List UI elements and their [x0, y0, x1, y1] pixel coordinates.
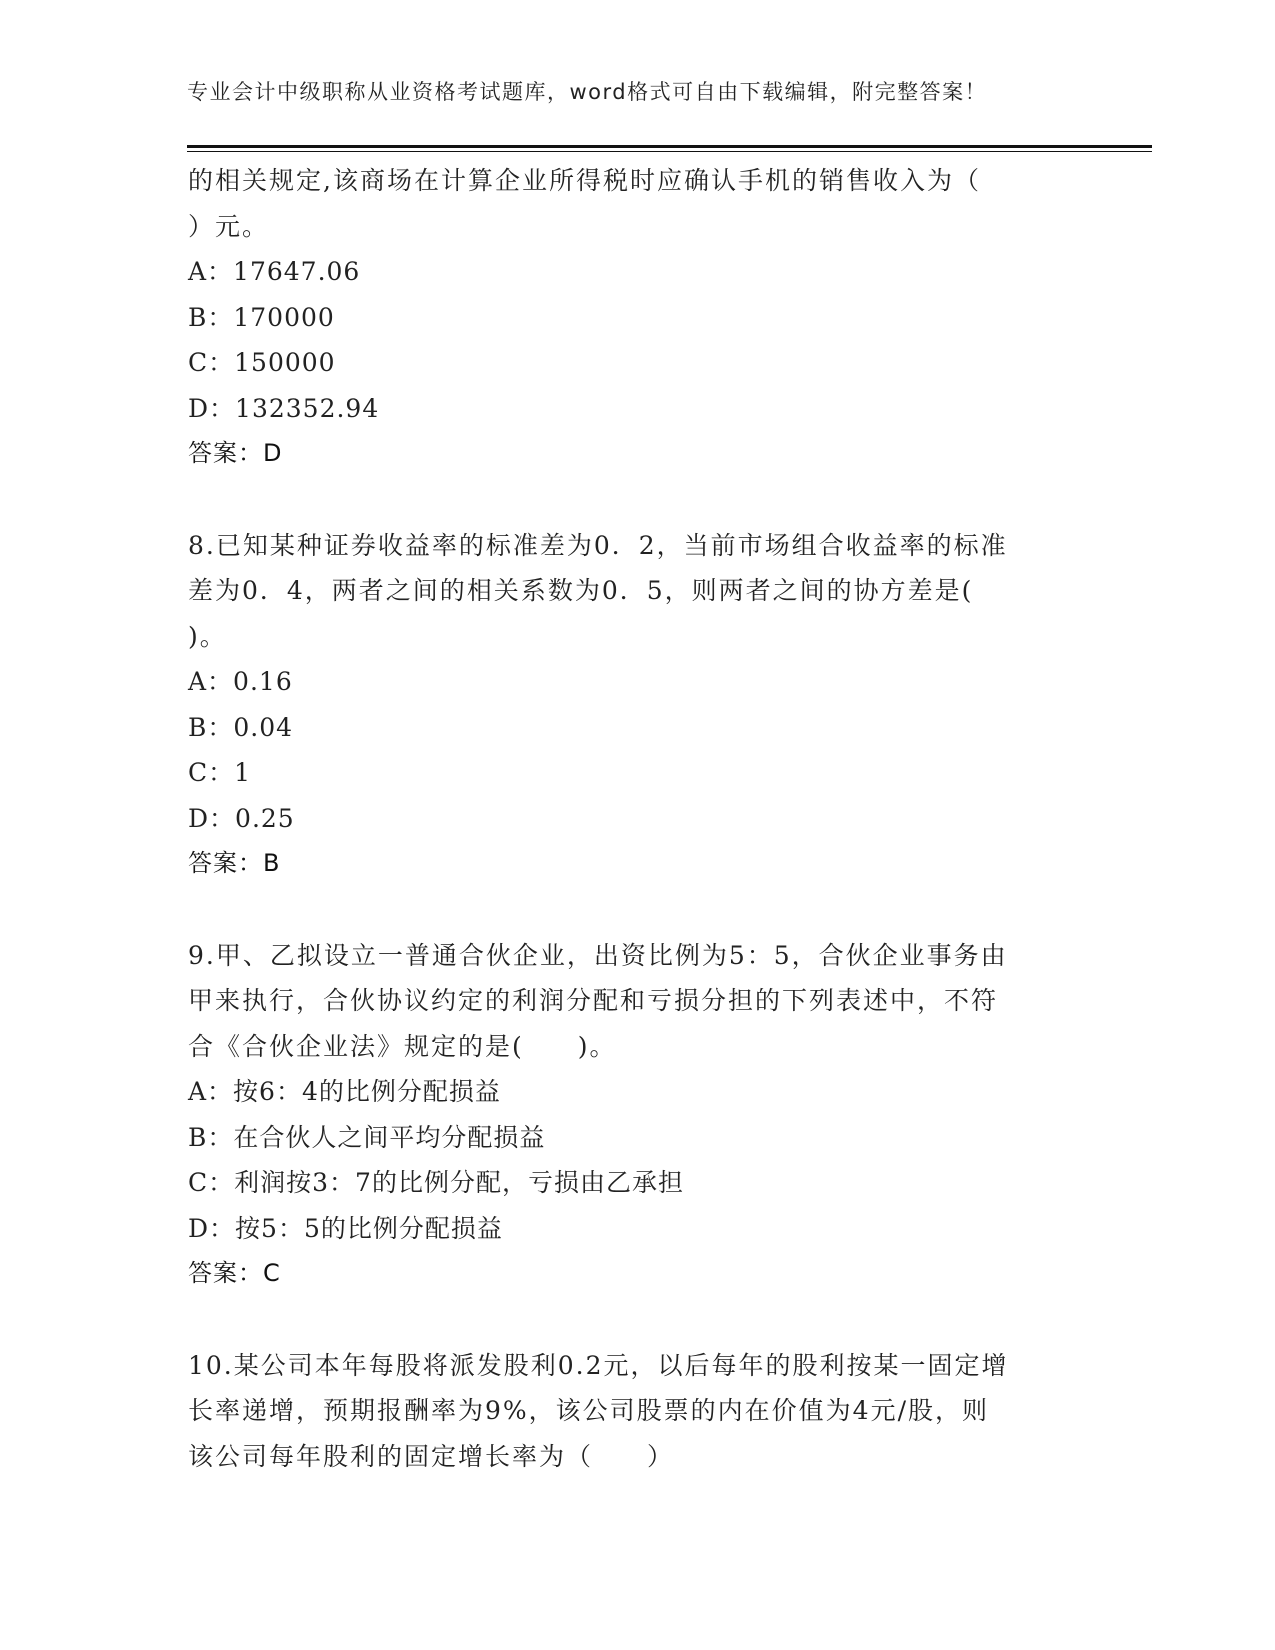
- page-header: 专业会计中级职称从业资格考试题库，word格式可自由下载编辑，附完整答案！: [187, 80, 988, 104]
- question-stem-line: ）元。: [188, 211, 270, 241]
- option-b: B：在合伙人之间平均分配损益: [188, 1122, 546, 1152]
- question-spacer: [188, 1297, 1088, 1343]
- question-stem-line: 10.某公司本年每股将派发股利0.2元，以后每年的股利按某一固定增: [188, 1350, 1009, 1380]
- question-stem-line: 9.甲、乙拟设立一普通合伙企业，出资比例为5：5，合伙企业事务由: [188, 940, 1008, 970]
- option-d: D：132352.94: [188, 393, 380, 423]
- document-body: [188, 158, 1088, 1479]
- option-b: B：170000: [188, 302, 335, 332]
- question-stem-line: 该公司每年股利的固定增长率为（ ）: [188, 1441, 675, 1471]
- question-block-8: [188, 523, 1088, 887]
- option-d: D：按5：5的比例分配损益: [188, 1213, 503, 1243]
- header-rule-thick: [187, 145, 1152, 148]
- question-stem-line: 8.已知某种证券收益率的标准差为0．2，当前市场组合收益率的标准: [188, 530, 1008, 560]
- question-stem-line: 长率递增，预期报酬率为9%，该公司股票的内在价值为4元/股，则: [188, 1396, 989, 1425]
- option-c: C：150000: [188, 348, 336, 377]
- question-spacer: [188, 477, 1088, 523]
- option-a: A：按6：4的比例分配损益: [188, 1077, 501, 1106]
- answer-line: 答案：D: [188, 439, 283, 467]
- option-d: D：0.25: [188, 803, 295, 833]
- option-a: A：0.16: [188, 667, 293, 696]
- option-c: C：利润按3：7的比例分配，亏损由乙承担: [188, 1168, 684, 1197]
- question-stem-line: 合《合伙企业法》规定的是( )。: [188, 1031, 617, 1061]
- header-rule-thin: [187, 151, 1152, 152]
- question-block-7: [188, 158, 1088, 477]
- question-block-10: [188, 1343, 1088, 1480]
- question-stem-line: 差为0．4，两者之间的相关系数为0．5，则两者之间的协方差是(: [188, 576, 974, 605]
- question-spacer: [188, 887, 1088, 933]
- answer-line: 答案：C: [188, 1259, 281, 1287]
- option-c: C：1: [188, 758, 252, 787]
- question-block-9: [188, 933, 1088, 1297]
- option-a: A：17647.06: [188, 257, 361, 286]
- question-stem-line: 甲来执行，合伙协议约定的利润分配和亏损分担的下列表述中，不符: [188, 986, 999, 1015]
- question-stem-line: )。: [188, 621, 227, 651]
- option-b: B：0.04: [188, 712, 294, 742]
- answer-line: 答案：B: [188, 849, 281, 877]
- question-stem-line: 的相关规定,该商场在计算企业所得税时应确认手机的销售收入为（: [188, 166, 981, 195]
